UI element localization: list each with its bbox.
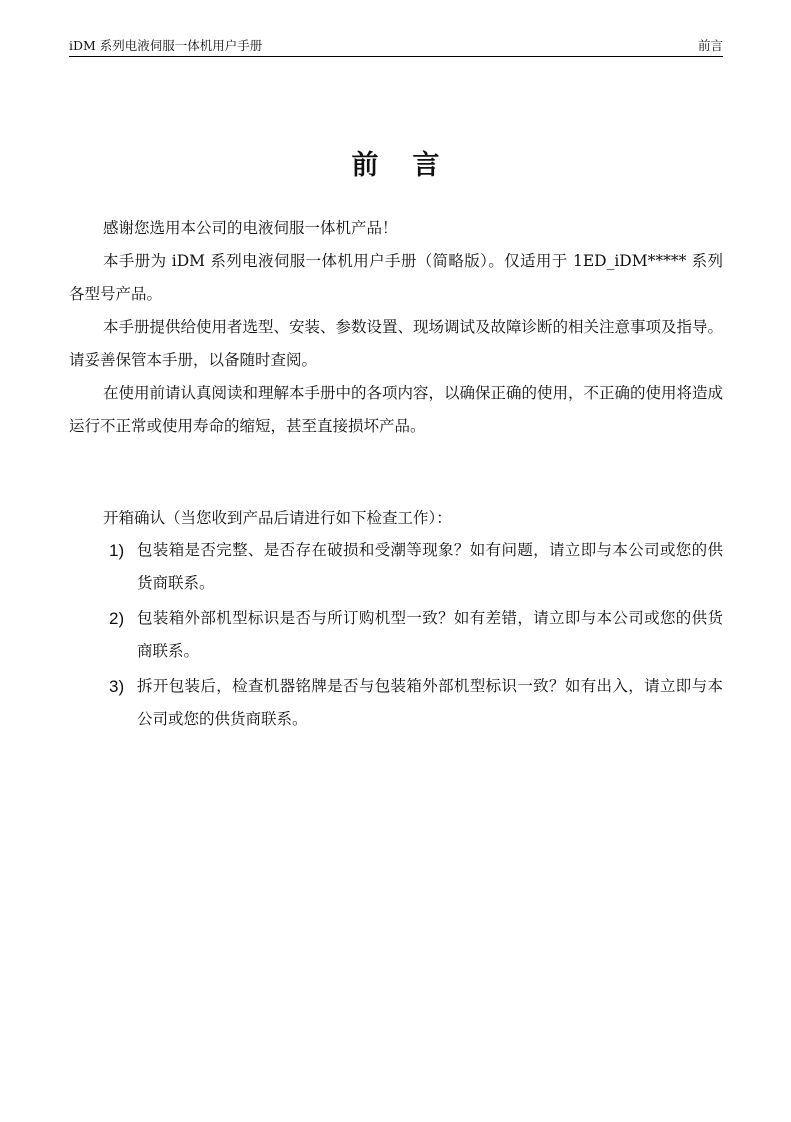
list-item xyxy=(69,670,723,736)
paragraph-unboxing-heading: 开箱确认（当您收到产品后请进行如下检查工作）： xyxy=(103,509,452,527)
paragraph-scope: 本手册为 iDM 系列电液伺服一体机用户手册（简略版）。仅适用于 1ED_iDM***** 系列各型号产品。 xyxy=(69,252,723,303)
list-item-text: 包装箱是否完整、是否存在破损和受潮等现象？如有问题，请立即与本公司或您的供货商联系。 xyxy=(137,541,723,592)
list-item-text: 拆开包装后，检查机器铭牌是否与包装箱外部机型标识一致？如有出入，请立即与本公司或您的供货商联系。 xyxy=(137,677,723,728)
paragraph-contents: 本手册提供给使用者选型、安装、参数设置、现场调试及故障诊断的相关注意事项及指导。请妥善保管本手册，以备随时查阅。 xyxy=(69,318,724,369)
list-item-text: 包装箱外部机型标识是否与所订购机型一致？如有差错，请立即与本公司或您的供货商联系。 xyxy=(137,609,723,660)
paragraph-thanks: 感谢您选用本公司的电液伺服一体机产品！ xyxy=(103,219,398,237)
page-title: 前言 xyxy=(351,150,474,181)
header-manual-title: iDM 系列电液伺服一体机用户手册 xyxy=(69,38,263,53)
paragraph-warning: 在使用前请认真阅读和理解本手册中的各项内容，以确保正确的使用，不正确的使用将造成运行不正常或使用寿命的缩短，甚至直接损坏产品。 xyxy=(69,384,724,435)
unboxing-checklist xyxy=(69,534,723,738)
list-item-number: 1) xyxy=(109,541,125,560)
list-item-number: 3) xyxy=(109,677,125,696)
page-header xyxy=(69,38,723,57)
list-item xyxy=(69,602,723,668)
list-item-number: 2) xyxy=(109,609,125,628)
list-item xyxy=(69,534,723,600)
header-section-title: 前言 xyxy=(697,38,723,53)
